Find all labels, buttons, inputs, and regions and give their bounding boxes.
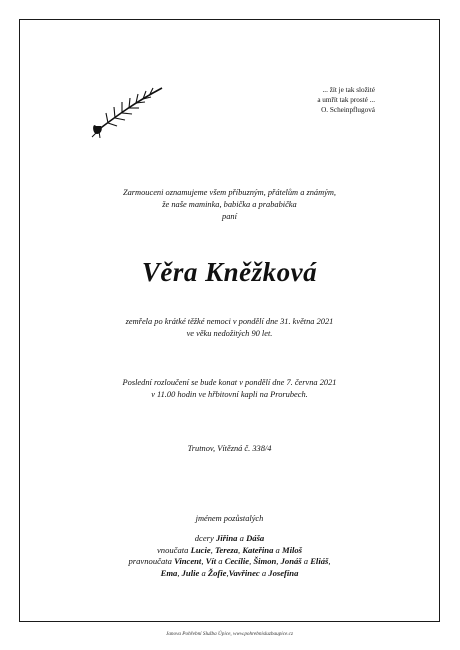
separator: ,: [249, 556, 254, 566]
great-grandchildren-line: [19, 568, 440, 580]
great-grandchildren-line: [19, 556, 440, 568]
family-name: Julie: [181, 567, 200, 578]
grandchildren-line: [19, 545, 440, 557]
motto-author: O. Scheinpflugová: [321, 106, 375, 114]
separator: a: [237, 533, 247, 543]
family-name: Josefína: [268, 567, 299, 578]
family-name: Tereza: [214, 544, 239, 555]
separator: ,: [210, 544, 215, 555]
separator: ,: [328, 556, 331, 566]
family-name: Jiřina: [215, 533, 238, 543]
daughters-line: [19, 533, 440, 545]
separator: a: [216, 556, 225, 566]
relation-label: pravnoučata: [128, 556, 175, 566]
separator: ,: [238, 544, 243, 555]
motto-quote: [250, 85, 375, 115]
family-name: Šimon: [253, 556, 277, 566]
family-name: Ema: [160, 567, 178, 578]
farewell-line: v 11.00 hodin ve hřbitovní kapli na Prorubech.: [151, 390, 308, 399]
relation-label: vnoučata: [156, 544, 191, 555]
separator: ,: [226, 567, 229, 578]
death-line: zemřela po krátké těžké nemoci v pondělí dne 31. května 2021: [125, 317, 334, 326]
motto-line: ... žít je tak složité: [322, 86, 375, 94]
farewell-line: Poslední rozloučení se bude konat v pondělí dne 7. června 2021: [122, 378, 337, 387]
separator: ,: [177, 567, 182, 578]
address: Trutnov, Vítězná č. 338/4: [187, 444, 272, 453]
family-name: Žofie: [207, 567, 227, 578]
death-notice: [19, 316, 440, 340]
family-name: Kateřina: [242, 544, 274, 555]
separator: ,: [276, 556, 281, 566]
motto-line: a umřít tak prosté ...: [317, 96, 375, 104]
family-name: Cecílie: [224, 556, 250, 566]
footer-credit: Janova Pohřební Služba Úpice, www.pohrebnisluzbaupice.cz: [166, 631, 293, 637]
intro-line: že naše maminka, babička a prababička: [162, 200, 297, 209]
intro-line: Zarmouceni oznamujeme všem příbuzným, přátelům a známým,: [122, 188, 337, 197]
family-name: Vavřinec: [228, 567, 260, 578]
intro-line: paní: [222, 212, 237, 221]
palm-branch-icon: [88, 82, 166, 138]
separator: ,: [201, 556, 206, 566]
farewell-notice: [19, 377, 440, 401]
family-name: Vít: [205, 556, 217, 566]
family-name: Dáša: [246, 533, 265, 543]
separator: a: [273, 544, 282, 555]
separator: a: [259, 567, 269, 578]
death-line: ve věku nedožitých 90 let.: [186, 329, 273, 338]
separator: a: [301, 556, 311, 566]
separator: a: [199, 567, 208, 578]
family-name: Jonáš: [280, 556, 302, 566]
family-name: Lucie: [190, 544, 211, 555]
deceased-name: Věra Kněžková: [141, 257, 318, 287]
family-list: [19, 533, 440, 579]
family-name: Miloš: [281, 544, 303, 555]
relation-label: dcery: [194, 533, 216, 543]
family-name: Eliáš: [310, 556, 329, 566]
family-name: Vincent: [174, 556, 202, 566]
intro-text: [19, 187, 440, 223]
on-behalf-label: jménem pozůstalých: [195, 514, 264, 523]
